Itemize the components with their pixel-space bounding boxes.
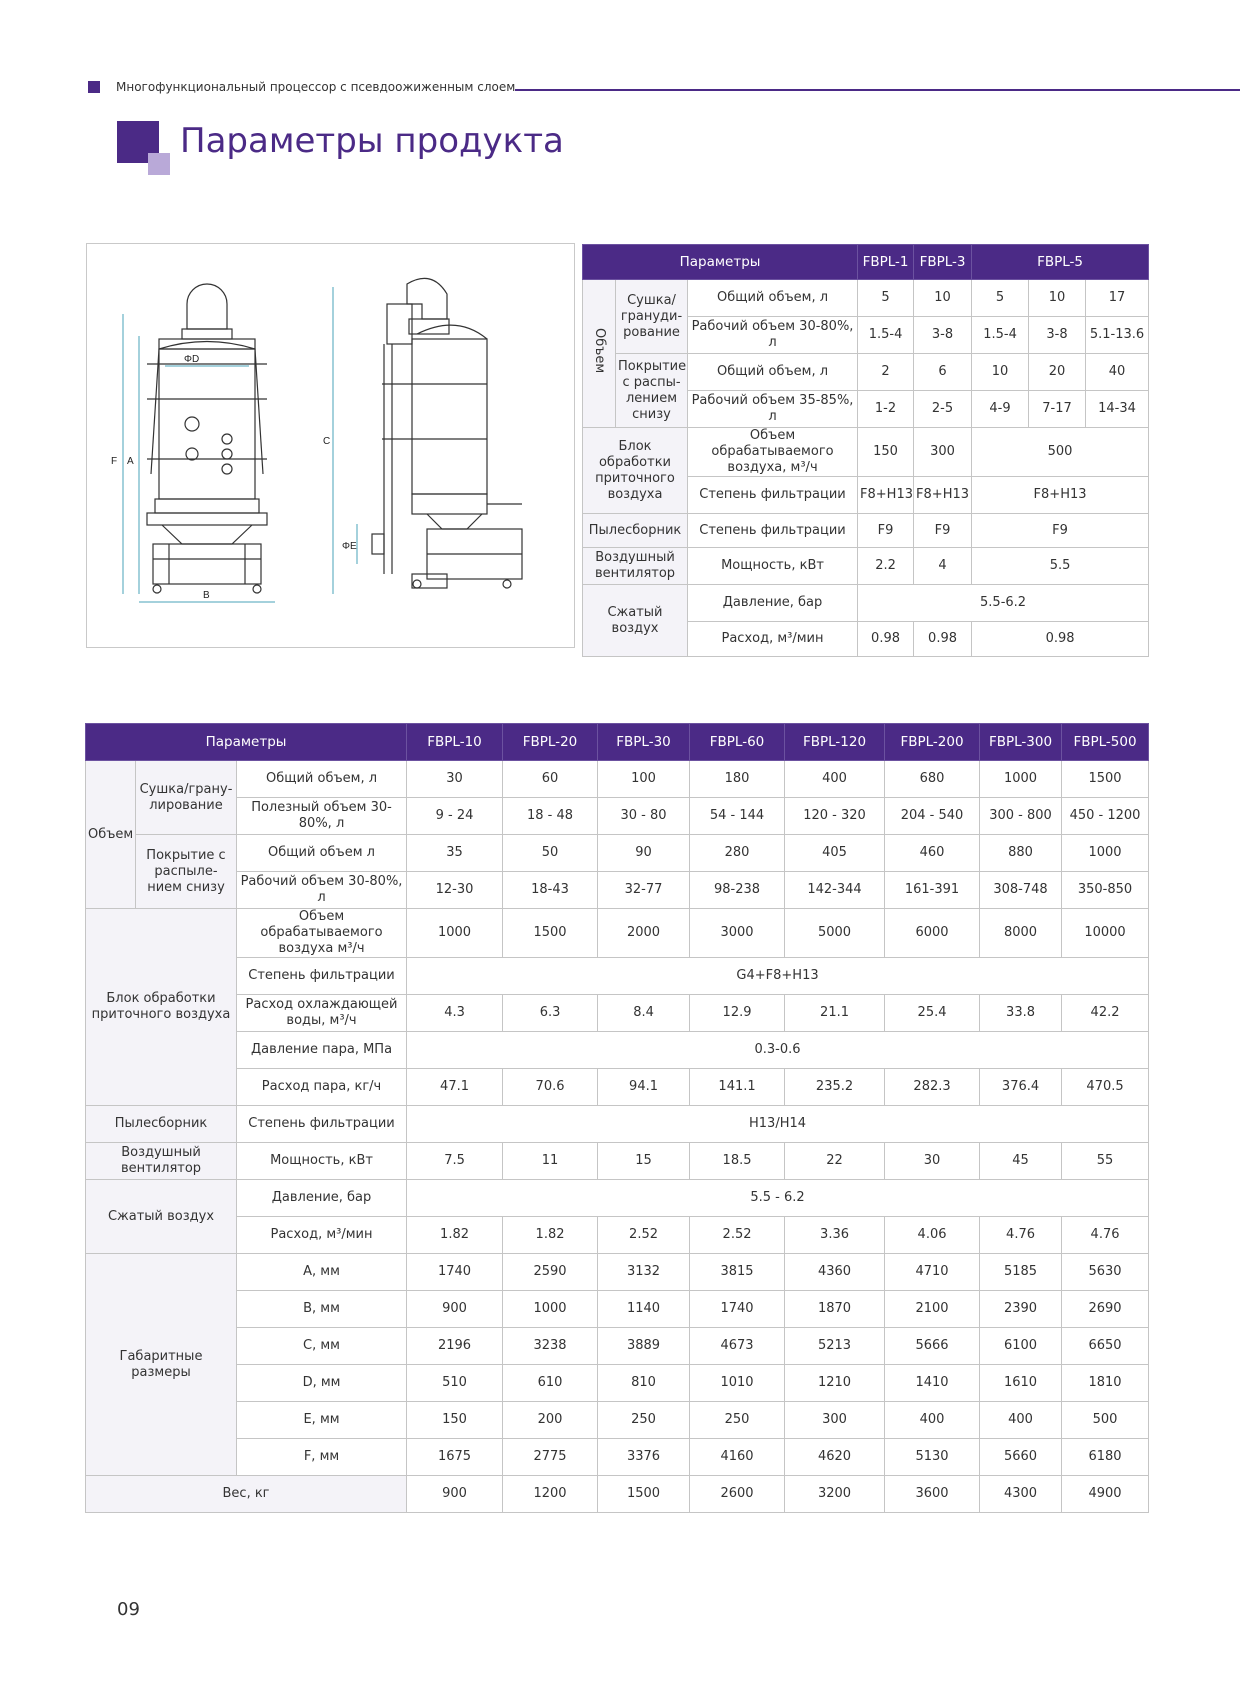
cell: 235.2 — [785, 1069, 885, 1106]
cell: 60 — [503, 761, 598, 798]
cell: 5660 — [980, 1439, 1062, 1476]
row-label: Рабочий объем 30-80%, л — [688, 317, 858, 354]
cell: 1.5-4 — [972, 317, 1029, 354]
table-row — [86, 1180, 1149, 1217]
cell: 1010 — [690, 1365, 785, 1402]
cell: 20 — [1029, 354, 1086, 391]
cell: 0.3-0.6 — [407, 1032, 1149, 1069]
cell: 1.82 — [503, 1217, 598, 1254]
header-params: Параметры — [583, 245, 858, 280]
cell: 4900 — [1062, 1476, 1149, 1513]
row-label: Общий объем л — [237, 835, 407, 872]
cell: 33.8 — [980, 995, 1062, 1032]
cell: 5130 — [885, 1439, 980, 1476]
cell: 4620 — [785, 1439, 885, 1476]
cell: 70.6 — [503, 1069, 598, 1106]
group-compressed-air: Сжатый воздух — [583, 585, 688, 657]
row-label: Степень фильтрации — [688, 477, 858, 514]
cell: 2600 — [690, 1476, 785, 1513]
table-header-row — [583, 245, 1149, 280]
cell: 460 — [885, 835, 980, 872]
table-row — [583, 514, 1149, 548]
dim-label-d: ΦD — [184, 354, 200, 365]
header-model: FBPL-10 — [407, 724, 503, 761]
spec-table-large — [85, 723, 1149, 1513]
header-model: FBPL-1 — [858, 245, 914, 280]
subgroup-dry: Сушка/ грануди-рование — [616, 280, 688, 354]
cell: 510 — [407, 1365, 503, 1402]
dim-label-a: A — [127, 456, 134, 467]
table-row — [86, 1217, 1149, 1254]
header-params: Параметры — [86, 724, 407, 761]
table-row — [86, 1291, 1149, 1328]
group-air: Блок обработки приточного воздуха — [583, 428, 688, 514]
cell: 3132 — [598, 1254, 690, 1291]
header-model: FBPL-120 — [785, 724, 885, 761]
cell: 142-344 — [785, 872, 885, 909]
header-model: FBPL-500 — [1062, 724, 1149, 761]
cell: 120 - 320 — [785, 798, 885, 835]
cell: 300 — [785, 1402, 885, 1439]
cell: 150 — [407, 1402, 503, 1439]
cell: 2590 — [503, 1254, 598, 1291]
table-row — [86, 798, 1149, 835]
row-label: Давление пара, МПа — [237, 1032, 407, 1069]
row-label: Общий объем, л — [688, 280, 858, 317]
row-label: Степень фильтрации — [237, 958, 407, 995]
cell: 2000 — [598, 909, 690, 958]
cell: 300 — [914, 428, 972, 477]
cell: 880 — [980, 835, 1062, 872]
cell: 400 — [785, 761, 885, 798]
group-volume — [583, 280, 616, 428]
cell: 3-8 — [1029, 317, 1086, 354]
cell: 12.9 — [690, 995, 785, 1032]
cell: 3889 — [598, 1328, 690, 1365]
row-label: Степень фильтрации — [237, 1106, 407, 1143]
cell: 900 — [407, 1291, 503, 1328]
group-fan: Воздушный вентилятор — [583, 548, 688, 585]
cell: 11 — [503, 1143, 598, 1180]
cell: 50 — [503, 835, 598, 872]
table-row — [86, 1069, 1149, 1106]
cell: 1500 — [598, 1476, 690, 1513]
row-label: A, мм — [237, 1254, 407, 1291]
cell: 400 — [980, 1402, 1062, 1439]
cell: 405 — [785, 835, 885, 872]
cell: 54 - 144 — [690, 798, 785, 835]
row-label: Давление, бар — [688, 585, 858, 622]
cell: 2.2 — [858, 548, 914, 585]
cell: 6 — [914, 354, 972, 391]
row-label: B, мм — [237, 1291, 407, 1328]
cell: 5 — [972, 280, 1029, 317]
cell: 4-9 — [972, 391, 1029, 428]
header-square-icon — [88, 81, 100, 93]
cell: 1000 — [1062, 835, 1149, 872]
header-model: FBPL-200 — [885, 724, 980, 761]
cell: 18 - 48 — [503, 798, 598, 835]
cell: 6100 — [980, 1328, 1062, 1365]
cell: G4+F8+H13 — [407, 958, 1149, 995]
cell: 400 — [885, 1402, 980, 1439]
table-row — [86, 1328, 1149, 1365]
row-label: F, мм — [237, 1439, 407, 1476]
cell: 4.76 — [1062, 1217, 1149, 1254]
cell: 7.5 — [407, 1143, 503, 1180]
cell: 5000 — [785, 909, 885, 958]
cell: 21.1 — [785, 995, 885, 1032]
cell: 10000 — [1062, 909, 1149, 958]
cell: 6000 — [885, 909, 980, 958]
table-row — [86, 958, 1149, 995]
cell: 204 - 540 — [885, 798, 980, 835]
cell: 3600 — [885, 1476, 980, 1513]
header-model: FBPL-20 — [503, 724, 598, 761]
cell: 55 — [1062, 1143, 1149, 1180]
cell: 2-5 — [914, 391, 972, 428]
cell: 0.98 — [972, 622, 1149, 657]
cell: H13/H14 — [407, 1106, 1149, 1143]
cell: 1-2 — [858, 391, 914, 428]
cell: 40 — [1086, 354, 1149, 391]
cell: 5.5 — [972, 548, 1149, 585]
group-air: Блок обработки приточного воздуха — [86, 909, 237, 1106]
table-row — [86, 1439, 1149, 1476]
subgroup-coat: Покрытие с распыле-нием снизу — [136, 835, 237, 909]
row-label: Рабочий объем 30-80%, л — [237, 872, 407, 909]
cell: 300 - 800 — [980, 798, 1062, 835]
cell: 1210 — [785, 1365, 885, 1402]
cell: 14-34 — [1086, 391, 1149, 428]
cell: 47.1 — [407, 1069, 503, 1106]
cell: 7-17 — [1029, 391, 1086, 428]
row-label: Общий объем, л — [237, 761, 407, 798]
cell: 35 — [407, 835, 503, 872]
cell: 250 — [690, 1402, 785, 1439]
cell: 32-77 — [598, 872, 690, 909]
cell: F9 — [858, 514, 914, 548]
row-label: Давление, бар — [237, 1180, 407, 1217]
cell: 470.5 — [1062, 1069, 1149, 1106]
table-row — [86, 872, 1149, 909]
cell: 10 — [972, 354, 1029, 391]
cell: 282.3 — [885, 1069, 980, 1106]
table-row — [86, 1106, 1149, 1143]
table-row — [86, 995, 1149, 1032]
cell: 0.98 — [914, 622, 972, 657]
cell: 6180 — [1062, 1439, 1149, 1476]
cell: 4160 — [690, 1439, 785, 1476]
row-label: Полезный объем 30-80%, л — [237, 798, 407, 835]
cell: 280 — [690, 835, 785, 872]
title-square-accent-icon — [148, 153, 170, 175]
table-row — [583, 585, 1149, 622]
header-model: FBPL-30 — [598, 724, 690, 761]
cell: 30 — [885, 1143, 980, 1180]
table-row — [86, 1476, 1149, 1513]
cell: 180 — [690, 761, 785, 798]
cell: 42.2 — [1062, 995, 1149, 1032]
dim-label-e: ΦE — [342, 541, 357, 552]
table-row — [86, 1254, 1149, 1291]
dim-label-f: F — [111, 456, 118, 467]
cell: 2.52 — [690, 1217, 785, 1254]
cell: 25.4 — [885, 995, 980, 1032]
cell: 376.4 — [980, 1069, 1062, 1106]
cell: 1500 — [1062, 761, 1149, 798]
cell: F9 — [972, 514, 1149, 548]
cell: 90 — [598, 835, 690, 872]
cell: 2196 — [407, 1328, 503, 1365]
cell: 1200 — [503, 1476, 598, 1513]
cell: 5.5-6.2 — [858, 585, 1149, 622]
cell: 161-391 — [885, 872, 980, 909]
cell: 150 — [858, 428, 914, 477]
cell: 450 - 1200 — [1062, 798, 1149, 835]
cell: 18.5 — [690, 1143, 785, 1180]
row-label: Мощность, кВт — [237, 1143, 407, 1180]
table-row — [86, 835, 1149, 872]
page-number: 09 — [117, 1599, 140, 1620]
cell: 9 - 24 — [407, 798, 503, 835]
cell: 17 — [1086, 280, 1149, 317]
header-model: FBPL-300 — [980, 724, 1062, 761]
cell: 3.36 — [785, 1217, 885, 1254]
group-fan: Воздушный вентилятор — [86, 1143, 237, 1180]
table-row — [86, 761, 1149, 798]
subgroup-dry: Сушка/грану-лирование — [136, 761, 237, 835]
dim-label-c: C — [323, 436, 331, 447]
cell: 5630 — [1062, 1254, 1149, 1291]
cell: 5.1-13.6 — [1086, 317, 1149, 354]
cell: 141.1 — [690, 1069, 785, 1106]
cell: 5213 — [785, 1328, 885, 1365]
cell: 4 — [914, 548, 972, 585]
cell: 1610 — [980, 1365, 1062, 1402]
row-label: Расход, м³/мин — [688, 622, 858, 657]
cell: 3000 — [690, 909, 785, 958]
cell: 6650 — [1062, 1328, 1149, 1365]
row-label: Объем обрабатываемого воздуха м³/ч — [237, 909, 407, 958]
cell: 1.5-4 — [858, 317, 914, 354]
group-label: Объем — [592, 328, 607, 374]
row-label: Общий объем, л — [688, 354, 858, 391]
cell: 10 — [1029, 280, 1086, 317]
cell: 18-43 — [503, 872, 598, 909]
cell: 5666 — [885, 1328, 980, 1365]
cell: 5185 — [980, 1254, 1062, 1291]
cell: 500 — [972, 428, 1149, 477]
cell: 8.4 — [598, 995, 690, 1032]
table-row — [583, 428, 1149, 477]
group-weight: Вес, кг — [86, 1476, 407, 1513]
cell: 98-238 — [690, 872, 785, 909]
cell: 45 — [980, 1143, 1062, 1180]
cell: F9 — [914, 514, 972, 548]
cell: 900 — [407, 1476, 503, 1513]
cell: 100 — [598, 761, 690, 798]
group-volume: Объем — [86, 761, 136, 909]
header-subtitle: Многофункциональный процессор с псевдоожиженным слоем — [116, 80, 516, 94]
row-label: Расход охлаждающей воды, м³/ч — [237, 995, 407, 1032]
cell: 30 — [407, 761, 503, 798]
cell: 2.52 — [598, 1217, 690, 1254]
page-title: Параметры продукта — [180, 121, 564, 161]
cell: 5 — [858, 280, 914, 317]
cell: 1000 — [503, 1291, 598, 1328]
cell: 1000 — [407, 909, 503, 958]
cell: 250 — [598, 1402, 690, 1439]
cell: 2775 — [503, 1439, 598, 1476]
row-label: Объем обрабатываемого воздуха, м³/ч — [688, 428, 858, 477]
cell: 1140 — [598, 1291, 690, 1328]
cell: 610 — [503, 1365, 598, 1402]
subgroup-coat: Покрытие с распы-лением снизу — [616, 354, 688, 428]
cell: 3376 — [598, 1439, 690, 1476]
cell: 22 — [785, 1143, 885, 1180]
group-dust: Пылесборник — [86, 1106, 237, 1143]
cell: 12-30 — [407, 872, 503, 909]
spec-table-small — [582, 244, 1149, 657]
table-row — [86, 1032, 1149, 1069]
table-row — [86, 909, 1149, 958]
cell: F8+H13 — [914, 477, 972, 514]
table-row — [583, 354, 1149, 391]
cell: 4300 — [980, 1476, 1062, 1513]
cell: 1.82 — [407, 1217, 503, 1254]
cell: 4360 — [785, 1254, 885, 1291]
cell: 1810 — [1062, 1365, 1149, 1402]
group-compressed-air: Сжатый воздух — [86, 1180, 237, 1254]
cell: 3-8 — [914, 317, 972, 354]
header-rule — [515, 89, 1240, 91]
cell: 10 — [914, 280, 972, 317]
row-label: Расход пара, кг/ч — [237, 1069, 407, 1106]
table-row — [583, 280, 1149, 317]
cell: 308-748 — [980, 872, 1062, 909]
header-model: FBPL-5 — [972, 245, 1149, 280]
header-model: FBPL-3 — [914, 245, 972, 280]
cell: 1410 — [885, 1365, 980, 1402]
cell: F8+H13 — [972, 477, 1149, 514]
cell: 0.98 — [858, 622, 914, 657]
group-dimensions: Габаритные размеры — [86, 1254, 237, 1476]
row-label: E, мм — [237, 1402, 407, 1439]
table-row — [86, 1402, 1149, 1439]
cell: 1000 — [980, 761, 1062, 798]
cell: 2 — [858, 354, 914, 391]
cell: 2390 — [980, 1291, 1062, 1328]
cell: 1675 — [407, 1439, 503, 1476]
row-label: Рабочий объем 35-85%, л — [688, 391, 858, 428]
cell: 1740 — [690, 1291, 785, 1328]
cell: 1870 — [785, 1291, 885, 1328]
cell: 350-850 — [1062, 872, 1149, 909]
cell: 3815 — [690, 1254, 785, 1291]
cell: 200 — [503, 1402, 598, 1439]
header-model: FBPL-60 — [690, 724, 785, 761]
cell: 94.1 — [598, 1069, 690, 1106]
cell: 4.3 — [407, 995, 503, 1032]
cell: F8+H13 — [858, 477, 914, 514]
dim-label-b: B — [203, 590, 210, 601]
cell: 4.06 — [885, 1217, 980, 1254]
row-label: C, мм — [237, 1328, 407, 1365]
cell: 810 — [598, 1365, 690, 1402]
row-label: Степень фильтрации — [688, 514, 858, 548]
cell: 4.76 — [980, 1217, 1062, 1254]
table-row — [583, 548, 1149, 585]
cell: 1500 — [503, 909, 598, 958]
cell: 680 — [885, 761, 980, 798]
cell: 3200 — [785, 1476, 885, 1513]
cell: 30 - 80 — [598, 798, 690, 835]
cell: 2690 — [1062, 1291, 1149, 1328]
cell: 500 — [1062, 1402, 1149, 1439]
cell: 3238 — [503, 1328, 598, 1365]
cell: 1740 — [407, 1254, 503, 1291]
table-header-row — [86, 724, 1149, 761]
row-label: Мощность, кВт — [688, 548, 858, 585]
cell: 4673 — [690, 1328, 785, 1365]
table-row — [86, 1143, 1149, 1180]
row-label: Расход, м³/мин — [237, 1217, 407, 1254]
equipment-drawing — [86, 243, 575, 648]
cell: 6.3 — [503, 995, 598, 1032]
group-dust: Пылесборник — [583, 514, 688, 548]
cell: 4710 — [885, 1254, 980, 1291]
cell: 2100 — [885, 1291, 980, 1328]
row-label: D, мм — [237, 1365, 407, 1402]
table-row — [86, 1365, 1149, 1402]
cell: 8000 — [980, 909, 1062, 958]
cell: 15 — [598, 1143, 690, 1180]
cell: 5.5 - 6.2 — [407, 1180, 1149, 1217]
